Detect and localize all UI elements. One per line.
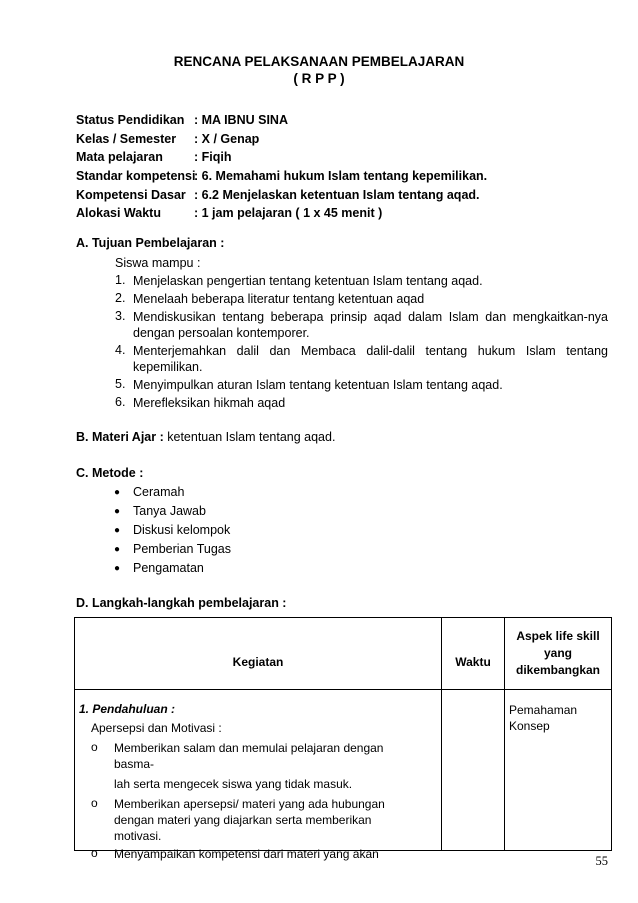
- header-aspek: [505, 618, 612, 690]
- section-a-intro: Siswa mampu :: [115, 256, 201, 270]
- cell-waktu: [442, 690, 505, 851]
- header-waktu-text: Waktu: [455, 654, 491, 669]
- info-label: Status Pendidikan: [76, 113, 185, 127]
- info-value: : 6. Memahami hukum Islam tentang kepemilikan.: [194, 169, 488, 184]
- aspek-text: [509, 702, 577, 734]
- objective-number: 2.: [115, 291, 126, 305]
- header-waktu: [442, 618, 505, 690]
- aspek-line: Konsep: [509, 719, 550, 733]
- objective-text: Mendiskusikan tentang beberapa prinsip aqad dalam Islam dan mengkaitkan-nya: [133, 310, 608, 324]
- section-b-text: ketentuan Islam tentang aqad.: [167, 430, 336, 444]
- page-number: 55: [595, 854, 608, 868]
- waktu-content: [442, 690, 504, 850]
- step-line: motivasi.: [114, 829, 162, 843]
- bullet-icon: ●: [114, 544, 121, 555]
- aspek-line: Pemahaman: [509, 703, 578, 717]
- objective-text-cont: dengan persoalan kontemporer.: [133, 326, 310, 340]
- header-kegiatan-text: Kegiatan: [232, 654, 284, 669]
- step-bullet-text: [114, 846, 379, 862]
- info-label: Alokasi Waktu: [76, 206, 161, 221]
- cell-aspek: [505, 690, 612, 851]
- info-value: : 6.2 Menjelaskan ketentuan Islam tentang aqad.: [194, 187, 480, 202]
- method-item: Tanya Jawab: [133, 504, 206, 518]
- step-bullet-text: [114, 740, 383, 792]
- header-aspek-line: Aspek life skill: [516, 629, 600, 643]
- document-title: RENCANA PELAKSANAAN PEMBELAJARAN: [173, 54, 465, 69]
- step-line: dengan materi yang diajarkan serta memberikan: [114, 813, 372, 827]
- objective-item-cont: [133, 359, 608, 375]
- objective-number: 4.: [115, 343, 126, 357]
- info-value: : 1 jam pelajaran ( 1 x 45 menit ): [194, 206, 383, 221]
- kegiatan-content: [75, 690, 441, 861]
- info-value: : X / Genap: [194, 131, 260, 146]
- circle-bullet-icon: o: [91, 796, 98, 810]
- objective-text: Menterjemahkan dalil dan Membaca dalil-dalil tentang hukum Islam tentang: [133, 344, 608, 358]
- info-label: Standar kompetensi: [76, 169, 196, 184]
- info-label: Kompetensi Dasar: [76, 187, 186, 202]
- section-d-heading: D. Langkah-langkah pembelajaran :: [76, 596, 287, 610]
- info-label: Mata pelajaran: [76, 150, 163, 165]
- aspek-content: [505, 690, 611, 850]
- bullet-icon: ●: [114, 487, 121, 498]
- circle-bullet-icon: o: [91, 846, 98, 860]
- step-line: Menyampaikan kompetensi dari materi yang akan: [114, 847, 379, 861]
- objective-text: Merefleksikan hikmah aqad: [133, 396, 286, 410]
- objective-text: Menjelaskan pengertian tentang ketentuan Islam tentang aqad.: [133, 274, 483, 288]
- info-value: : MA IBNU SINA: [194, 113, 288, 127]
- info-value: : Fiqih: [194, 150, 232, 165]
- bullet-icon: ●: [114, 525, 121, 536]
- objective-item: [133, 273, 608, 289]
- method-item: Pemberian Tugas: [133, 542, 231, 556]
- document-subtitle: ( R P P ): [293, 71, 345, 86]
- objective-item: [133, 291, 608, 307]
- objective-text: Menyimpulkan aturan Islam tentang ketentuan Islam tentang aqad.: [133, 378, 503, 392]
- objective-item: [133, 377, 608, 393]
- cell-kegiatan: [75, 690, 442, 861]
- circle-bullet-icon: o: [91, 740, 98, 754]
- method-item: Pengamatan: [133, 561, 204, 575]
- table-header-row: [75, 618, 612, 690]
- objective-item: [133, 395, 608, 411]
- objective-text-cont: kepemilikan.: [133, 360, 203, 374]
- objective-number: 3.: [115, 309, 126, 323]
- section-b: [76, 430, 335, 444]
- header-aspek-line: dikembangkan: [515, 663, 601, 677]
- objective-item: [133, 309, 608, 325]
- objective-number: 5.: [115, 377, 126, 391]
- table-row: [75, 690, 612, 851]
- method-item: Ceramah: [133, 485, 185, 499]
- step-title: 1. Pendahuluan :: [79, 702, 176, 716]
- objective-item-cont: [133, 325, 608, 341]
- step-line: basma-: [114, 757, 155, 771]
- section-a-heading: A. Tujuan Pembelajaran :: [76, 236, 225, 250]
- bullet-icon: ●: [114, 506, 121, 517]
- step-line: Memberikan apersepsi/ materi yang ada hubungan: [114, 797, 385, 811]
- step-subtitle: Apersepsi dan Motivasi :: [91, 721, 222, 735]
- bullet-icon: ●: [114, 563, 121, 574]
- info-label: Kelas / Semester: [76, 131, 177, 146]
- step-line: lah serta mengecek siswa yang tidak masuk.: [114, 777, 353, 791]
- step-line: Memberikan salam dan memulai pelajaran dengan: [114, 741, 384, 755]
- method-item: Diskusi kelompok: [133, 523, 231, 537]
- section-c-heading: C. Metode :: [76, 466, 144, 480]
- step-bullet-text: [114, 796, 385, 844]
- objective-number: 1.: [115, 273, 126, 287]
- objective-item: [133, 343, 608, 359]
- section-b-heading: B. Materi Ajar :: [76, 430, 164, 444]
- objective-text: Menelaah beberapa literatur tentang ketentuan aqad: [133, 292, 425, 306]
- header-aspek-line: yang: [543, 646, 572, 660]
- header-kegiatan: [75, 618, 442, 690]
- objective-number: 6.: [115, 395, 126, 409]
